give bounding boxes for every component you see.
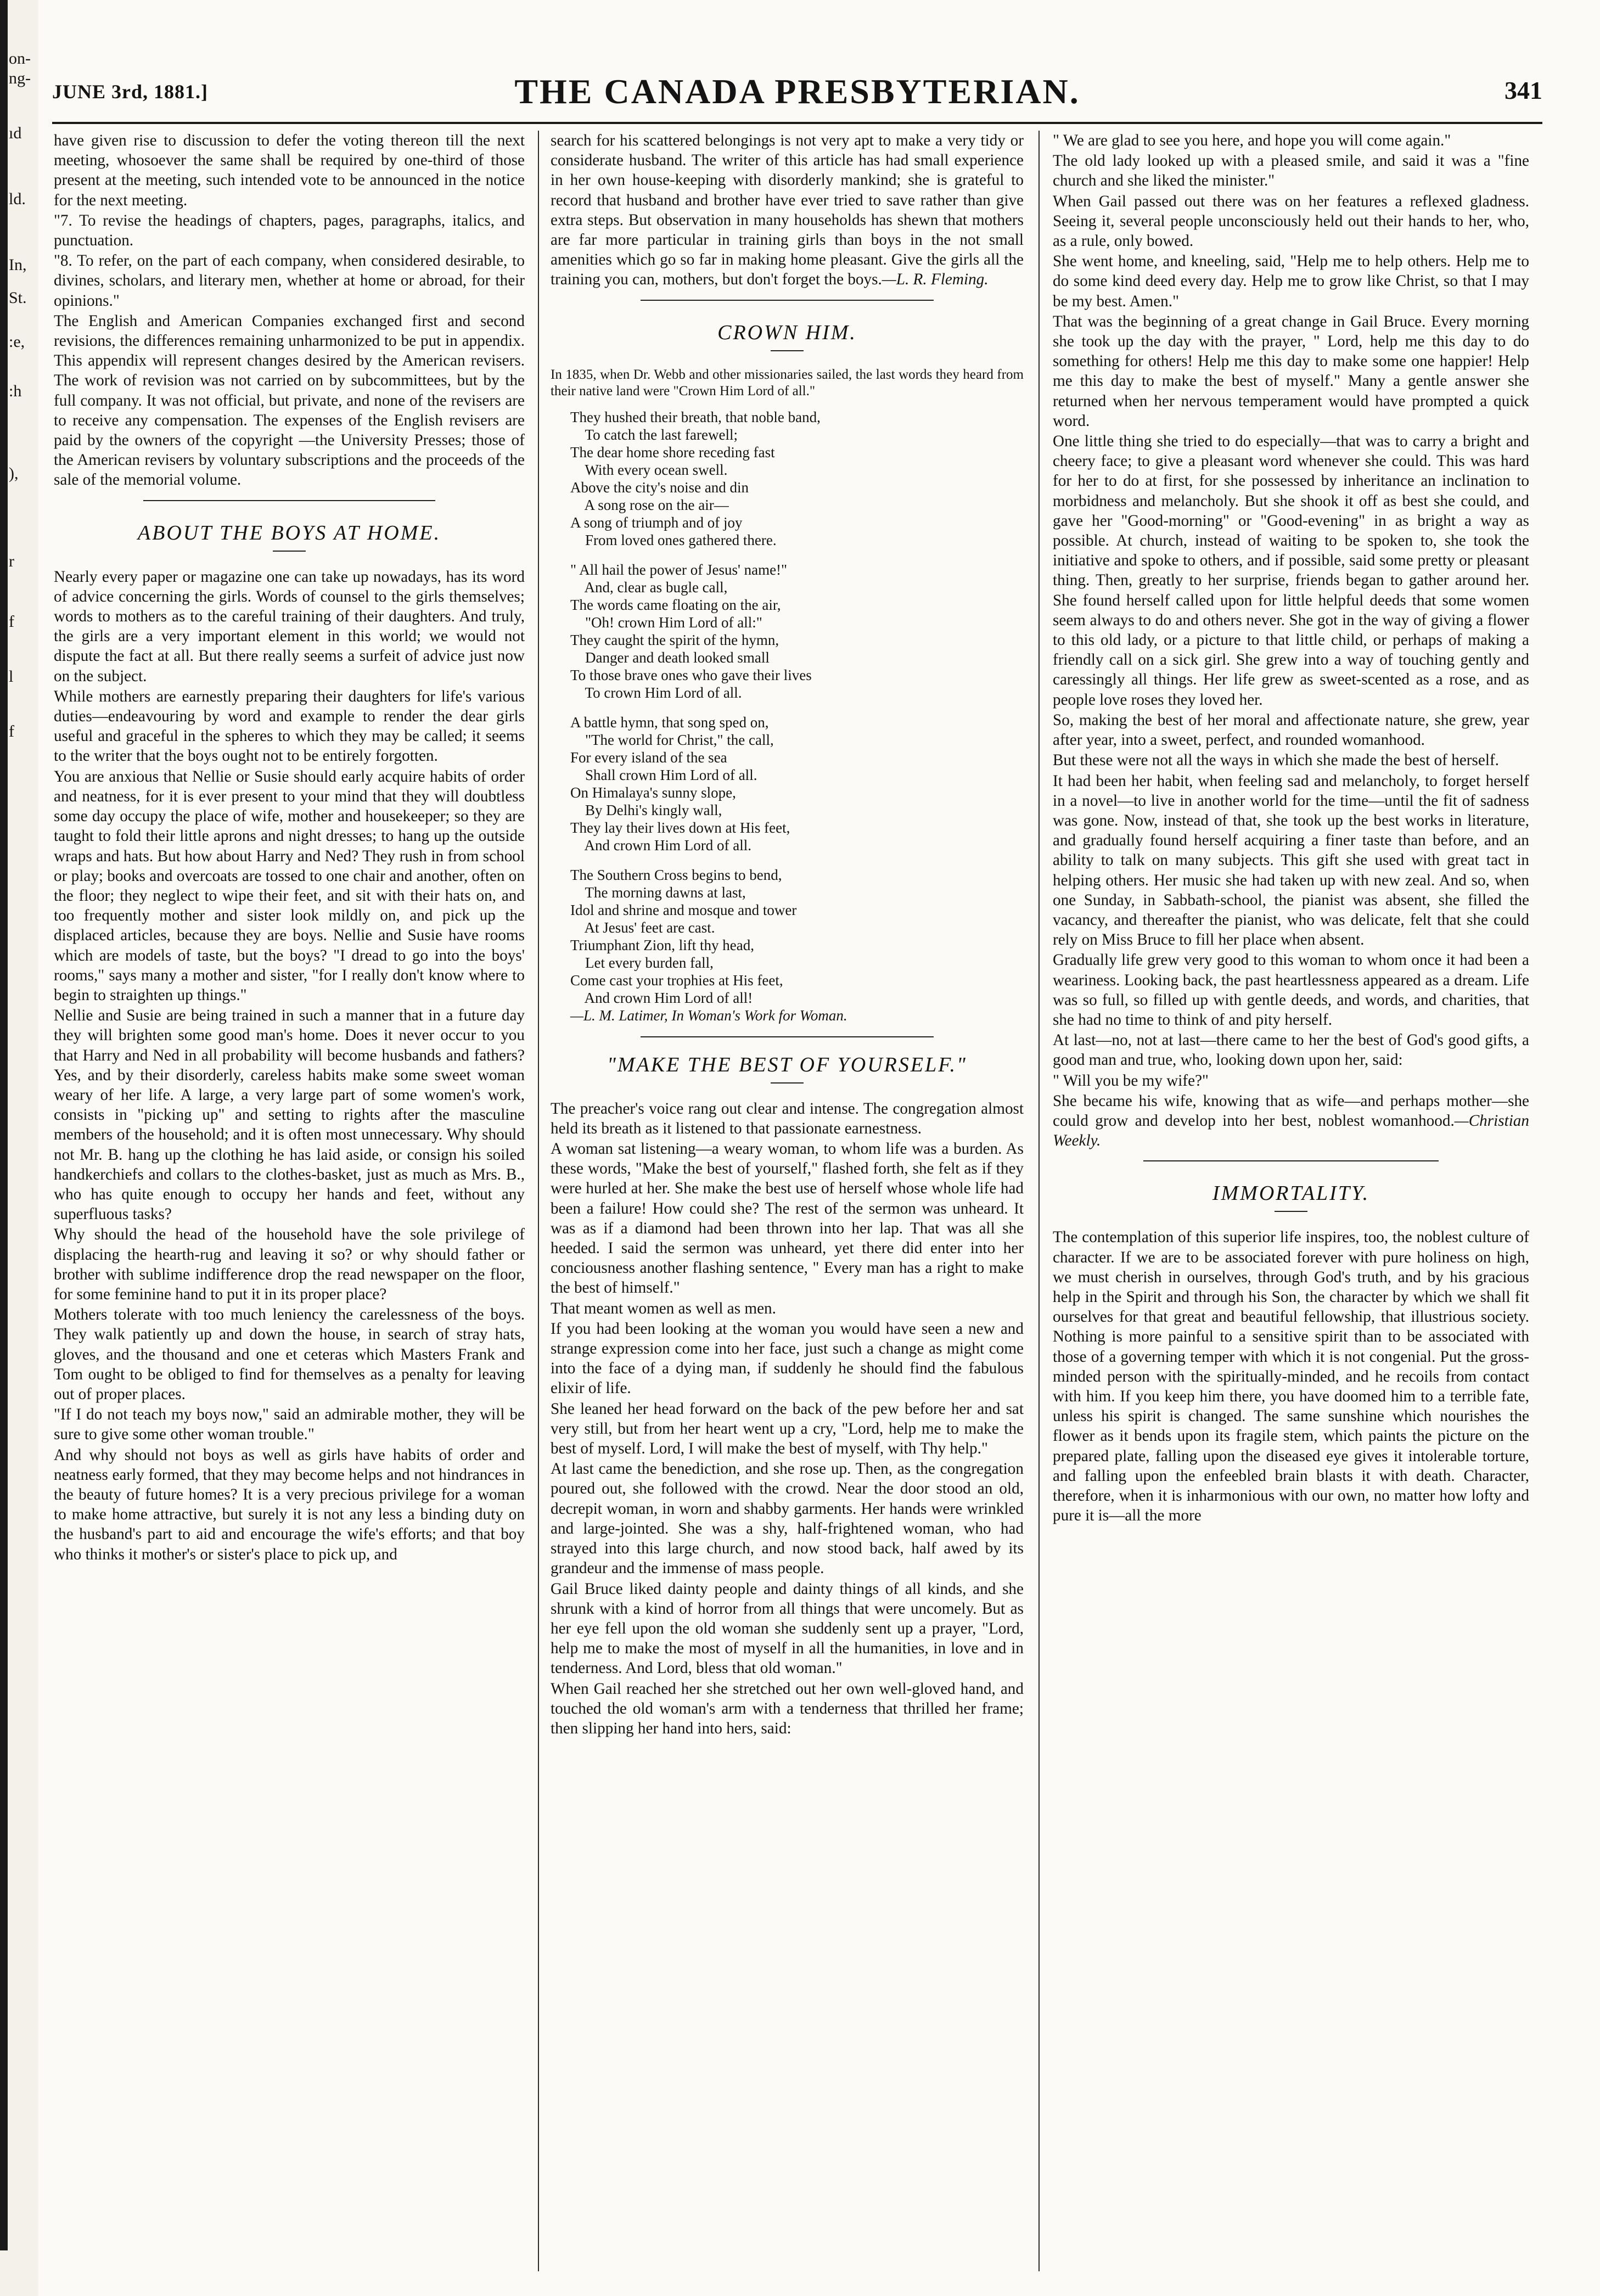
edge-fragment: In,	[9, 256, 27, 274]
paragraph: So, making the best of her moral and affectionate nature, she grew, year after year, into a sweet, perfect, and rounded womanhood.	[1053, 711, 1529, 749]
paragraph: That meant women as well as men.	[551, 1299, 776, 1317]
paragraph: If you had been looking at the woman you would have seen a new and strange expression come into her face, just such a change as might come into the face of a dying man, if suddenly he should find the fabulous elixir of life.	[551, 1320, 1024, 1397]
page-header	[52, 71, 1542, 121]
paragraph: " Will you be my wife?"	[1053, 1071, 1209, 1090]
poem-line: Come cast your trophies at His feet,	[570, 972, 783, 989]
edge-fragment: ıd	[9, 124, 22, 142]
paragraph: Gail Bruce liked dainty people and dainty things of all kinds, and she shrunk with a kind of horror from all things that were uncomely. But as her eye fell upon the old woman she suddenly sent up a prayer, "Lord, help me to make the most of myself in all the humanities, in love and in tenderness. And Lord, bless that old woman."	[551, 1580, 1024, 1677]
poem-line: Let every burden fall,	[570, 954, 714, 971]
poem-line: On Himalaya's sunny slope,	[570, 784, 736, 801]
paragraph	[551, 131, 1024, 290]
article-title-make-best: "MAKE THE BEST OF YOURSELF."	[607, 1053, 968, 1076]
section-divider	[1143, 1160, 1439, 1161]
edge-fragment: ld.	[9, 190, 26, 208]
paragraph: The preacher's voice rang out clear and intense. The congregation almost held its breath as it listened to that passionate earnestness.	[551, 1099, 1024, 1137]
poem-line: By Delhi's kingly wall,	[570, 801, 722, 818]
poem-line: And crown Him Lord of all.	[570, 837, 751, 854]
column-rule	[538, 131, 539, 2271]
paragraph: One little thing she tried to do especially—that was to carry a bright and cheery face; to give a pleasant word whenever she could. This was hard for her to do at first, for she possessed by inheritance an inclination to morbidness and melancholy. But she shook it off as best she could, and gave her "Good-morning" or "Good-evening" in as bright a way as possible. At church, instead of waiting to be spoken to, she took the initiative and spoke to others, and if possible, said some pretty or pleasant thing. Then, greatly to her surprise, friends began to gather around her. She found herself called upon for little helpful deeds that some women seem always to do and others never. She got in the way of giving a flower to this old lady, or a picture to that little child, or perhaps of making a friendly call on a sick girl. She grew into a way of touching gently and caressingly all things. Her life grew as sweet-scented as a rose, and as people love roses they loved her.	[1053, 433, 1529, 709]
paragraph: Gradually life grew very good to this woman to whom once it had been a weariness. Looking back, the past heartlessness appeared as a dream. Life was so full, so filled up with gentle deeds, and words, and charities, that she had no time to think of and pity herself.	[1053, 951, 1529, 1029]
edge-fragment: ),	[9, 464, 19, 482]
poem-line: They caught the spirit of the hymn,	[570, 631, 779, 648]
paragraph: have given rise to discussion to defer the voting thereon till the next meeting, whosoever the same shall be required by one-third of those present at the meeting, such intended vote to be announced in the notice for the next meeting.	[54, 132, 525, 209]
poem-line: Shall crown Him Lord of all.	[570, 766, 757, 783]
poem-line: A song rose on the air—	[570, 496, 729, 513]
section-divider	[641, 1036, 934, 1037]
edge-fragment: :h	[9, 382, 22, 400]
poem-line: The words came floating on the air,	[570, 596, 781, 613]
poem-line: For every island of the sea	[570, 749, 727, 766]
column-3	[1053, 131, 1529, 2271]
article-title-crown: CROWN HIM.	[717, 321, 857, 344]
poem-line: The morning dawns at last,	[570, 884, 746, 901]
poem-line: A song of triumph and of joy	[570, 514, 743, 531]
paragraph: The English and American Companies exchanged first and second revisions, the differences remaining unharmonized to be put in appendix. This appendix will represent changes desired by the American revisers. The work of revision was not carried on by subcommittees, but by the full company. It was not official, but private, and none of the revisers are to receive any compensation. The expenses of the English revisers are paid by the owners of the copyright —the University Presses; those of the American revisers by voluntary subscriptions and the proceeds of the sale of the memorial volume.	[54, 312, 525, 489]
section-divider	[143, 500, 435, 501]
paragraph: A woman sat listening—a weary woman, to whom life was a burden. As these words, "Make the best of yourself," flashed forth, she felt as if they were hurled at her. She make the best use of herself whose whole life had been a failure! How could she? The rest of the sermon was unheard. It was as if a diamond had been thrown into her lap. That was all she heeded. I said the sermon was unheard, yet there did enter into her conciousness another flashing sentence, " Every man has a right to make the best of himself."	[551, 1140, 1024, 1297]
edge-fragment: r	[9, 552, 14, 570]
poem-line: With every ocean swell.	[570, 461, 728, 478]
paragraph: It had been her habit, when feeling sad and melancholy, to forget herself in a novel—to live in another world for the time—until the fit of sadness was gone. Now, instead of that, she took up the best works in literature, and gradually found herself acquiring a finer taste than before, and an ability to talk on many subjects. This gift she used with great tact in helping others. Her music she had taken up with new zeal. And so, when one Sunday, in Sabbath-school, the pianist was absent, she filled the vacancy, and thereafter the pianist, who was delicate, felt that she could rely on Miss Bruce to fill her place when absent.	[1053, 772, 1529, 949]
poem-line: They lay their lives down at His feet,	[570, 819, 790, 836]
title-rule	[273, 551, 306, 552]
header-rule	[52, 122, 1542, 124]
poem-attribution: —L. M. Latimer, In Woman's Work for Woman.	[570, 1007, 847, 1024]
edge-fragment: f	[9, 613, 14, 631]
paragraph: When Gail passed out there was on her features a reflexed gladness. Seeing it, several people unconsciously held out their hands to her, who, as a rule, only bowed.	[1053, 192, 1529, 250]
paragraph: Why should the head of the household have the sole privilege of displacing the hearth-rug and leaving it so? or why should father or brother with sublime indifference drop the read newspaper on the floor, for some feminine hand to put it in its proper place?	[54, 1226, 525, 1303]
attribution: —Christian Weekly.	[1053, 1111, 1529, 1150]
poem-line: " All hail the power of Jesus' name!"	[570, 561, 788, 578]
paragraph: The contemplation of this superior life inspires, too, the noblest culture of character. If we are to be associated forever with pure holiness on high, we must cherish in ourselves, through God's truth, and by his gracious help in the Spirit and through his Son, the character by which we shall fit ourselves for that great and beautiful fellowship, that illustrious society. Nothing is more painful to a sensitive spirit than to be associated with those of a governing temper with which it is not congenial. Put the gross-minded person with the spiritually-minded, and he recoils from contact with him. If you keep him there, you have doomed him to a terrible fate, unless his spirit is changed. The same sunshine which nourishes the flower as it bends upon its fragile stem, which paints the picture on the prepared plate, falling upon the diseased eye gives it intolerable torture, and falling upon the enfeebled brain blasts it with death. Character, therefore, when it is inharmonious with our own, no matter how lofty and pure it is—all the more	[1053, 1228, 1529, 1525]
article-title-immortality: IMMORTALITY.	[1212, 1182, 1370, 1205]
paragraph: When Gail reached her she stretched out her own well-gloved hand, and touched the old woman's arm with a tenderness that thrilled her frame; then slipping her hand into hers, said:	[551, 1680, 1024, 1737]
paragraph: Mothers tolerate with too much leniency the carelessness of the boys. They walk patiently up and down the house, in search of stray hats, gloves, and the thousand and one et ceteras which Masters Frank and Tom ought to be obliged to find for themselves as a penalty for leaving out of proper places.	[54, 1306, 525, 1403]
poem-stanza	[551, 866, 1024, 1024]
poem-line: The dear home shore receding fast	[570, 444, 775, 461]
page-number: 341	[1504, 76, 1542, 104]
edge-fragment: l	[9, 667, 14, 686]
paragraph: At last—no, not at last—there came to her the best of God's good gifts, a good man and true, who, looking down upon her, said:	[1053, 1031, 1529, 1069]
paragraph	[1053, 1091, 1529, 1151]
poem-line: From loved ones gathered there.	[570, 531, 777, 548]
section-divider	[641, 300, 934, 301]
edge-fragment: on-	[9, 49, 31, 68]
paragraph: At last came the benediction, and she rose up. Then, as the congregation poured out, she followed with the crowd. Near the door stood an old, decrepit woman, in worn and shabby garments. Her hands were wrinkled and large-jointed. She was a shy, half-frightened woman, who had strayed into this large church, and now stood back, half awed by its grandeur and the immense of mass people.	[551, 1460, 1024, 1578]
poem-line: They hushed their breath, that noble band,	[570, 408, 821, 425]
paragraph: And why should not boys as well as girls have habits of order and neatness early formed, that they may become helps and not hindrances in the beauty of future homes? It is a very precious privilege for a woman to make home attractive, but surely it is not any less a binding duty on the husband's part to aid and encourage the wife's efforts; and that boy who thinks it mother's or sister's place to pick up, and	[54, 1446, 525, 1563]
edge-fragment: St.	[9, 289, 27, 307]
paragraph: That was the beginning of a great change in Gail Bruce. Every morning she took up the day with the prayer, " Lord, help me this day to do something for others! Help me this day to make some one happier! Help me this day to make the best of myself." Many a gentle answer she returned when her nervous temperament would have prompted a quick word.	[1053, 312, 1529, 430]
paragraph: Nearly every paper or magazine one can take up nowadays, has its word of advice concerning the girls. Words of counsel to the girls themselves; words to mothers as to the careful training of their daughters. And truly, the girls are a very important element in this world; we would not dispute the fact at all. But there really seems a surfeit of advice just now on the subject.	[54, 568, 525, 685]
article-title-boys: ABOUT THE BOYS AT HOME.	[137, 521, 441, 544]
paragraph: She went home, and kneeling, said, "Help me to help others. Help me to do some kind deed every day. Help me to grow like Christ, so that I may be my best. Amen."	[1053, 252, 1529, 310]
paragraph-text: search for his scattered belongings is not very apt to make a very tidy or considerate husband. The writer of this article has had small experience in her own house-keeping with disorderly mankind; she is grateful to record that husband and brother have ever tried to save rather than give extra steps. But observation in many households has shewn that mothers are far more particular in training girls than boys in the not small amenities which go so far in making home pleasant. Give the girls all the training you can, mothers, but don't forget the boys.	[551, 132, 1024, 289]
column-rule	[1038, 131, 1040, 2271]
poem-stanza	[551, 408, 1024, 549]
binding-edge	[0, 0, 8, 2250]
masthead-title: THE CANADA PRESBYTERIAN.	[514, 72, 1080, 111]
paragraph: "If I do not teach my boys now," said an admirable mother, they will be sure to give some other woman trouble."	[54, 1406, 525, 1444]
poem-line: "Oh! crown Him Lord of all:"	[570, 614, 762, 631]
edge-fragment: :e,	[9, 333, 25, 351]
poem-line: And crown Him Lord of all!	[570, 989, 753, 1006]
attribution: —L. R. Fleming.	[882, 271, 989, 289]
paragraph: The old lady looked up with a pleased smile, and said it was a "fine church and she liked the minister."	[1053, 152, 1529, 190]
poem-line: Triumphant Zion, lift thy head,	[570, 936, 754, 953]
title-rule	[771, 1082, 804, 1084]
poem-line: Above the city's noise and din	[570, 479, 749, 496]
edge-fragments	[9, 50, 37, 740]
poem-headnote: In 1835, when Dr. Webb and other missionaries sailed, the last words they heard from their native land were "Crown Him Lord of all."	[551, 367, 1024, 398]
poem-line: And, clear as bugle call,	[570, 579, 728, 596]
column-2	[551, 131, 1024, 2271]
paragraph: She leaned her head forward on the back of the pew before her and sat very still, but from her heart went up a cry, "Lord, help me to make the best of myself. Lord, I will make the best of myself, with Thy help."	[551, 1400, 1024, 1458]
paragraph: " We are glad to see you here, and hope you will come again."	[1053, 132, 1451, 149]
column-1	[54, 131, 525, 2271]
poem-line: To crown Him Lord of all.	[570, 684, 742, 701]
paragraph: "8. To refer, on the part of each company, when considered desirable, to divines, scholars, and literary men, whether at home or abroad, for their opinions."	[54, 252, 525, 310]
edge-fragment: ng-	[9, 69, 31, 87]
poem-line: The Southern Cross begins to bend,	[570, 866, 782, 883]
paragraph: You are anxious that Nellie or Susie should early acquire habits of order and neatness, for it is ever present to your mind that they will doubtless some day occupy the place of wife, mother and housekeeper; so they are taught to fold their little aprons and night dresses; to hang up the outside wraps and hats. But how about Harry and Ned? They rush in from school or play; books and overcoats are tossed to one chair and another, often on the floor; they neglect to wipe their feet, and sit with their hats on, and too frequently mother and sister look mildly on, and pick up the displaced articles, because they are boys. Nellie and Susie have rooms which are models of taste, but the boys? "I dread to go into the boys' rooms," says many a mother and sister, "for I really don't know where to begin to straighten up things."	[54, 767, 525, 1004]
poem-line: "The world for Christ," the call,	[570, 731, 774, 748]
paragraph: Nellie and Susie are being trained in such a manner that in a future day they will brighten some good man's home. Does it never occur to you that Harry and Ned in all probability will become husbands and fathers? Yes, and by their disorderly, careless habits make some sweet woman weary of her life. A large, a very large part of some women's work, consists in "picking up" and setting to rights after the masculine members of the household; and it is often most unnecessary. Why should not Mr. B. hang up the clothing he has laid aside, or consign his soiled handkerchiefs and collars to the clothes-basket, just as much as Mrs. B., who has quite enough to occupy her hands and feet, without any superfluous tasks?	[54, 1007, 525, 1223]
edge-fragment: f	[9, 722, 14, 740]
poem-line: Idol and shrine and mosque and tower	[570, 901, 797, 918]
paragraph: But these were not all the ways in which she made the best of herself.	[1053, 751, 1499, 770]
poem-stanza	[551, 561, 1024, 701]
paragraph: While mothers are earnestly preparing their daughters for life's various duties—endeavouring by word and example to render the dear girls useful and graceful in the spheres to which they may be called; it seems to the writer that the boys ought not to be entirely forgotten.	[54, 687, 525, 765]
title-rule	[1275, 1211, 1307, 1212]
paragraph-text: She became his wife, knowing that as wife—and perhaps mother—she could grow and develop into her best, noblest womanhood.	[1053, 1092, 1529, 1130]
poem-line: To those brave ones who gave their lives	[570, 666, 812, 683]
poem-stanza	[551, 714, 1024, 854]
issue-date: JUNE 3rd, 1881.]	[52, 81, 208, 103]
poem-line: To catch the last farewell;	[570, 426, 738, 443]
poem-line: At Jesus' feet are cast.	[570, 919, 715, 936]
poem-line: Danger and death looked small	[570, 649, 770, 666]
title-rule	[771, 350, 804, 351]
adjacent-page-edge	[0, 0, 38, 2296]
poem-line: A battle hymn, that song sped on,	[570, 714, 769, 731]
paragraph: "7. To revise the headings of chapters, pages, paragraphs, italics, and punctuation.	[54, 211, 525, 250]
